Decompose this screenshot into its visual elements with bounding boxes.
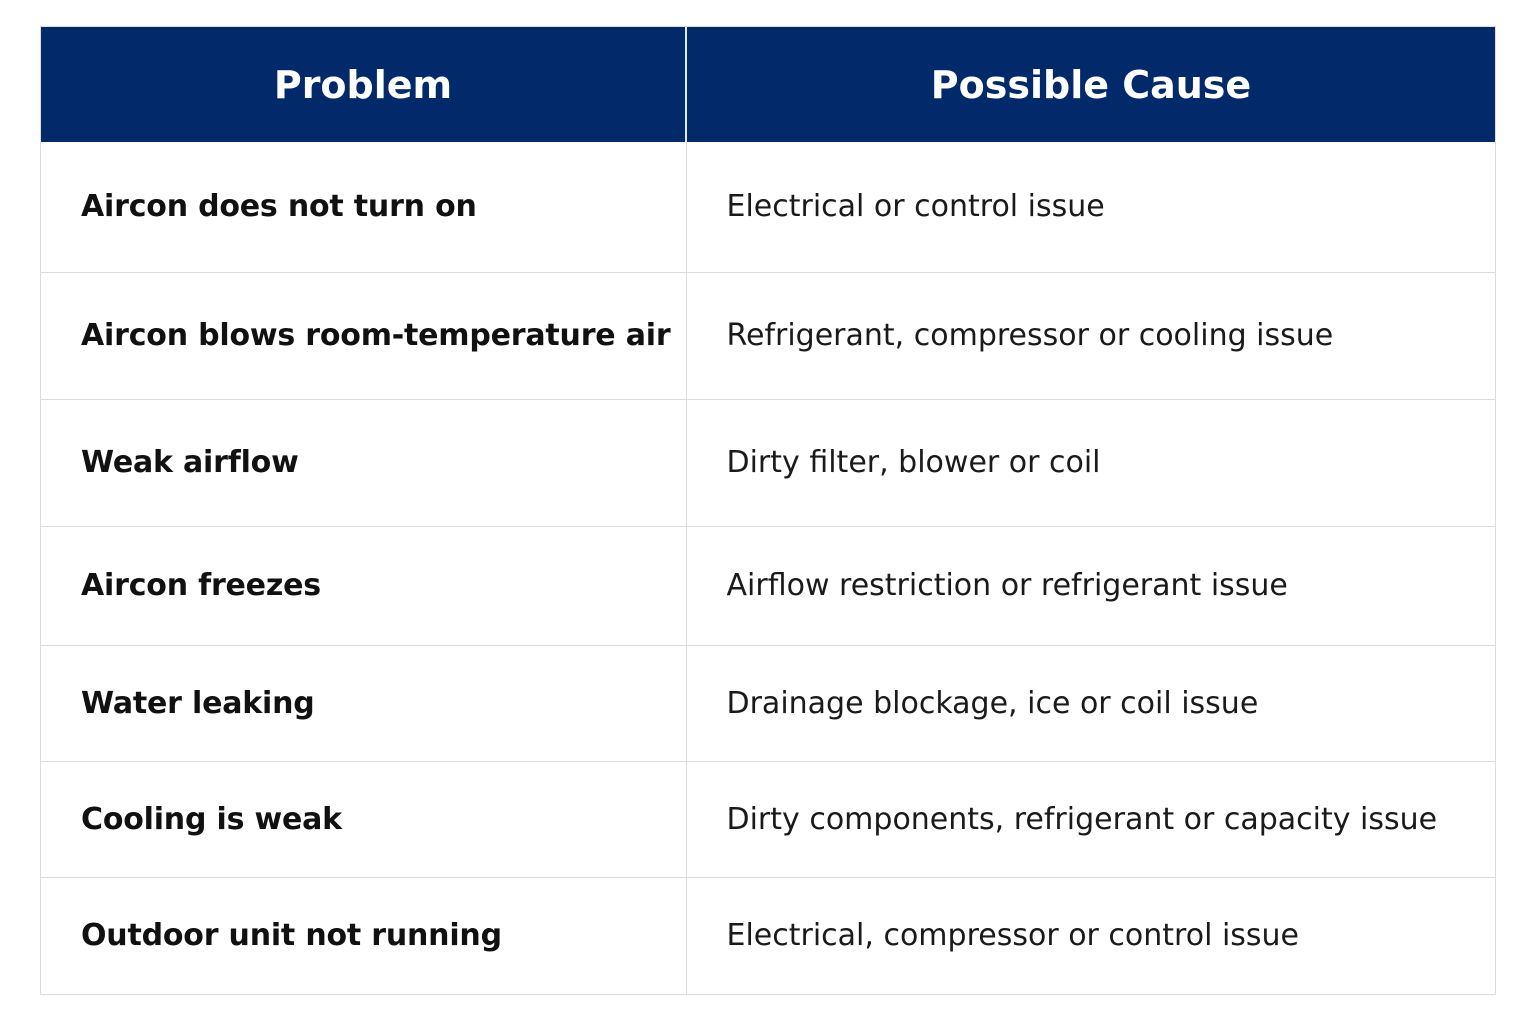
table-row <box>41 142 1495 272</box>
table-row <box>41 272 1495 399</box>
problem-cell: Water leaking <box>41 645 686 761</box>
table-row <box>41 645 1495 761</box>
header-row <box>41 27 1495 142</box>
problem-cell: Aircon does not turn on <box>41 142 686 272</box>
table-header <box>41 27 1495 142</box>
cause-cell: Electrical, compressor or control issue <box>686 877 1495 994</box>
table-row <box>41 877 1495 994</box>
table-row <box>41 399 1495 526</box>
header-problem: Problem <box>41 27 686 142</box>
problem-cell: Outdoor unit not running <box>41 877 686 994</box>
problem-cell: Aircon freezes <box>41 526 686 645</box>
cause-cell: Drainage blockage, ice or coil issue <box>686 645 1495 761</box>
cause-cell: Electrical or control issue <box>726 189 1105 225</box>
cause-cell: Dirty filter, blower or coil <box>686 399 1495 526</box>
table-body <box>41 142 1495 994</box>
table-row <box>41 761 1495 877</box>
problem-cell: Weak airflow <box>41 399 686 526</box>
cause-cell: Dirty components, refrigerant or capacity issue <box>686 761 1495 877</box>
cause-cell: Refrigerant, compressor or cooling issue <box>686 272 1495 399</box>
problem-cell: Aircon blows room-temperature air <box>41 272 686 399</box>
table-row <box>41 526 1495 645</box>
troubleshooting-table <box>40 26 1496 995</box>
cause-cell: Airflow restriction or refrigerant issue <box>686 526 1495 645</box>
problem-cell: Cooling is weak <box>41 761 686 877</box>
problem-cause-table <box>41 27 1495 994</box>
header-possible-cause: Possible Cause <box>686 27 1495 142</box>
